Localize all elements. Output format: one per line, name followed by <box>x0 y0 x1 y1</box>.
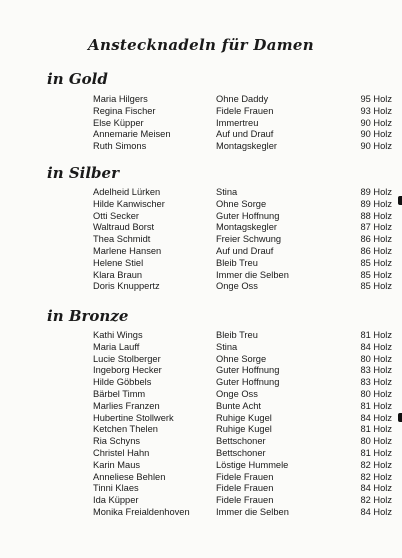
club-name: Fidele Frauen <box>216 483 274 494</box>
score: 87 Holz <box>360 222 392 233</box>
list-item <box>0 495 402 507</box>
member-name: Christel Hahn <box>93 447 150 458</box>
list-item <box>0 330 402 342</box>
club-name: Guter Hoffnung <box>216 210 280 221</box>
list-item <box>0 118 402 130</box>
member-name: Adelheid Lürken <box>93 187 161 197</box>
score: 80 Holz <box>360 353 392 364</box>
club-name: Auf und Drauf <box>216 245 274 256</box>
member-name: Ida Küpper <box>93 495 139 506</box>
score: 84 Holz <box>360 483 392 494</box>
member-name: Maria Hilgers <box>93 94 148 104</box>
member-name: Monika Freialdenhoven <box>93 506 190 517</box>
club-name: Bettschoner <box>216 436 266 447</box>
club-name: Bettschoner <box>216 447 266 458</box>
score: 88 Holz <box>360 210 392 221</box>
score: 82 Holz <box>360 495 392 506</box>
score: 89 Holz <box>360 198 392 209</box>
member-name: Hilde Kanwischer <box>93 198 165 209</box>
member-name: Otti Secker <box>93 210 139 221</box>
list-item <box>0 106 402 118</box>
member-name: Lucie Stolberger <box>93 353 161 364</box>
list-item <box>0 199 402 211</box>
club-name: Ruhige Kugel <box>216 412 272 423</box>
club-name: Onge Oss <box>216 281 258 292</box>
list-item <box>0 222 402 234</box>
score: 84 Holz <box>360 412 392 423</box>
club-name: Montagskegler <box>216 141 277 152</box>
member-name: Regina Fischer <box>93 105 156 116</box>
score: 85 Holz <box>360 269 392 280</box>
club-name: Immer die Selben <box>216 506 289 517</box>
member-name: Marlene Hansen <box>93 245 162 256</box>
club-name: Ohne Daddy <box>216 94 269 104</box>
member-name: Hilde Göbbels <box>93 377 152 388</box>
member-name: Ingeborg Hecker <box>93 365 162 376</box>
score: 90 Holz <box>360 141 392 152</box>
score: 85 Holz <box>360 281 392 292</box>
list-item <box>0 483 402 495</box>
list-item <box>0 424 402 436</box>
list-item <box>0 448 402 460</box>
list-item <box>0 377 402 389</box>
list-item <box>0 401 402 413</box>
club-name: Auf und Drauf <box>216 129 274 140</box>
member-name: Ruth Simons <box>93 141 147 152</box>
list-item <box>0 187 402 199</box>
club-name: Guter Hoffnung <box>216 377 280 388</box>
list-item <box>0 436 402 448</box>
score: 93 Holz <box>360 105 392 116</box>
list-item <box>0 141 402 153</box>
score: 80 Holz <box>360 388 392 399</box>
member-name: Ria Schyns <box>93 436 141 447</box>
gold-list <box>0 94 402 153</box>
score: 90 Holz <box>360 129 392 140</box>
club-name: Freier Schwung <box>216 234 282 245</box>
list-item <box>0 129 402 141</box>
list-item <box>0 246 402 258</box>
club-name: Löstige Hummele <box>216 459 289 470</box>
score: 89 Holz <box>360 187 392 197</box>
list-item <box>0 413 402 425</box>
list-item <box>0 354 402 366</box>
list-item <box>0 342 402 354</box>
score: 81 Holz <box>360 330 392 340</box>
club-name: Montagskegler <box>216 222 277 233</box>
score: 82 Holz <box>360 471 392 482</box>
member-name: Anneliese Behlen <box>93 471 166 482</box>
club-name: Bunte Acht <box>216 400 261 411</box>
section-heading-silver: in Silber <box>47 164 119 182</box>
score: 81 Holz <box>360 400 392 411</box>
member-name: Klara Braun <box>93 269 143 280</box>
club-name: Fidele Frauen <box>216 105 274 116</box>
member-name: Maria Lauff <box>93 341 140 352</box>
score: 86 Holz <box>360 245 392 256</box>
score: 81 Holz <box>360 447 392 458</box>
member-name: Kathi Wings <box>93 330 143 340</box>
score: 86 Holz <box>360 234 392 245</box>
score: 83 Holz <box>360 377 392 388</box>
member-name: Helene Stiel <box>93 257 144 268</box>
binder-hole-mark <box>398 196 402 205</box>
list-item <box>0 507 402 519</box>
binder-hole-mark <box>398 413 402 422</box>
score: 95 Holz <box>360 94 392 104</box>
member-name: Annemarie Meisen <box>93 129 171 140</box>
section-heading-gold: in Gold <box>47 70 108 88</box>
score: 83 Holz <box>360 365 392 376</box>
score: 84 Holz <box>360 506 392 517</box>
score: 84 Holz <box>360 341 392 352</box>
list-item <box>0 472 402 484</box>
member-name: Karin Maus <box>93 459 141 470</box>
club-name: Bleib Treu <box>216 330 258 340</box>
bronze-list <box>0 330 402 519</box>
member-name: Marlies Franzen <box>93 400 160 411</box>
member-name: Bärbel Timm <box>93 388 146 399</box>
list-item <box>0 258 402 270</box>
club-name: Ruhige Kugel <box>216 424 272 435</box>
list-item <box>0 211 402 223</box>
list-item <box>0 365 402 377</box>
club-name: Ohne Sorge <box>216 198 267 209</box>
list-item <box>0 270 402 282</box>
member-name: Tinni Klaes <box>93 483 139 494</box>
club-name: Onge Oss <box>216 388 258 399</box>
club-name: Ohne Sorge <box>216 353 267 364</box>
score: 80 Holz <box>360 436 392 447</box>
section-heading-bronze: in Bronze <box>47 307 129 325</box>
score: 82 Holz <box>360 459 392 470</box>
member-name: Ketchen Thelen <box>93 424 158 435</box>
score: 90 Holz <box>360 117 392 128</box>
club-name: Stina <box>216 187 238 197</box>
club-name: Immertreu <box>216 117 259 128</box>
score: 81 Holz <box>360 424 392 435</box>
member-name: Doris Knuppertz <box>93 281 160 292</box>
club-name: Stina <box>216 341 238 352</box>
club-name: Immer die Selben <box>216 269 289 280</box>
list-item <box>0 460 402 472</box>
club-name: Bleib Treu <box>216 257 258 268</box>
list-item <box>0 281 402 293</box>
list-item <box>0 389 402 401</box>
member-name: Waltraud Borst <box>93 222 155 233</box>
silver-list <box>0 187 402 293</box>
club-name: Fidele Frauen <box>216 495 274 506</box>
list-item <box>0 94 402 106</box>
score: 85 Holz <box>360 257 392 268</box>
list-item <box>0 234 402 246</box>
club-name: Guter Hoffnung <box>216 365 280 376</box>
member-name: Hubertine Stollwerk <box>93 412 174 423</box>
club-name: Fidele Frauen <box>216 471 274 482</box>
member-name: Else Küpper <box>93 117 144 128</box>
member-name: Thea Schmidt <box>93 234 151 245</box>
document-title: Anstecknadeln für Damen <box>88 36 314 54</box>
